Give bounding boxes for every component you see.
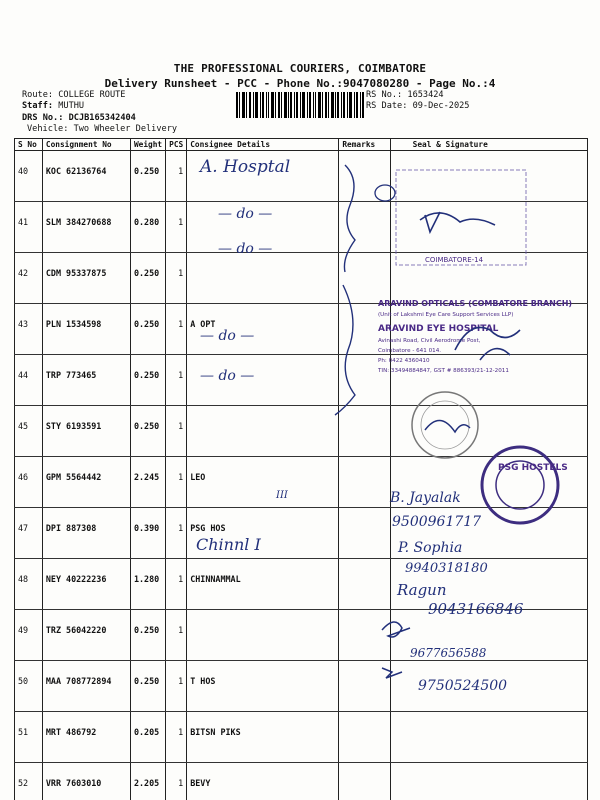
cell-weight: 0.250	[130, 661, 165, 712]
cell-consignment: STY 6193591	[42, 406, 130, 457]
cell-consignment: GPM 5564442	[42, 457, 130, 508]
cell-weight: 0.250	[130, 610, 165, 661]
cell-weight: 1.280	[130, 559, 165, 610]
col-header-sno: S No	[15, 139, 43, 151]
runsheet-table	[14, 138, 588, 800]
cell-signature	[390, 610, 587, 661]
cell-signature	[390, 508, 587, 559]
table-row	[15, 559, 588, 610]
stamp-psg-text: PSG HOSTELS	[498, 463, 568, 473]
stamp-aravind-line1: ARAVIND OPTICALS (COMBATORE BRANCH)	[378, 299, 573, 308]
cell-signature	[390, 712, 587, 763]
table-header-row	[15, 139, 588, 151]
cell-pcs: 1	[166, 661, 187, 712]
route-label: Route: COLLEGE ROUTE	[22, 90, 126, 100]
table-row	[15, 610, 588, 661]
col-header-signature: Seal & Signature	[390, 139, 587, 151]
cell-pcs: 1	[166, 355, 187, 406]
cell-remarks	[339, 712, 390, 763]
barcode-graphic	[236, 92, 364, 118]
cell-signature	[390, 559, 587, 610]
signature-name-row50: Ragun	[397, 581, 447, 599]
cell-signature	[390, 355, 587, 406]
handwritten-row44: — do —	[200, 328, 255, 344]
cell-pcs: 1	[166, 253, 187, 304]
cell-weight: 0.250	[130, 355, 165, 406]
cell-weight: 2.245	[130, 457, 165, 508]
cell-consignee	[187, 355, 339, 406]
staff-row	[22, 101, 84, 111]
cell-remarks	[339, 508, 390, 559]
cell-signature	[390, 406, 587, 457]
stamp-aravind-line6: Ph: 0422 4360410	[378, 358, 430, 364]
cell-consignee: BEVY	[187, 763, 339, 800]
table-row	[15, 712, 588, 763]
cell-pcs: 1	[166, 610, 187, 661]
stamp-aravind-line5: Coimbatore - 641 014.	[378, 348, 442, 354]
cell-sno: 42	[15, 253, 43, 304]
cell-consignee: CHINNAMMAL	[187, 559, 339, 610]
signature-phone-row52: 9750524500	[418, 678, 508, 694]
cell-remarks	[339, 763, 390, 800]
cell-remarks	[339, 253, 390, 304]
cell-pcs: 1	[166, 406, 187, 457]
col-header-remarks: Remarks	[339, 139, 390, 151]
signature-phone-row51: 9677656588	[410, 646, 487, 660]
cell-remarks	[339, 202, 390, 253]
cell-consignee	[187, 406, 339, 457]
runsheet-subtitle: Delivery Runsheet - PCC - Phone No.:9047080280 - Page No.:4	[104, 77, 496, 90]
table-row	[15, 253, 588, 304]
table-row	[15, 508, 588, 559]
table-row	[15, 355, 588, 406]
table-row	[15, 304, 588, 355]
cell-sno: 52	[15, 763, 43, 800]
signature-name-row49: P. Sophia	[398, 540, 463, 556]
cell-consignee	[187, 253, 339, 304]
cell-sno: 49	[15, 610, 43, 661]
signature-phone-row48: 9500961717	[392, 514, 482, 530]
col-header-consignment: Consignment No	[42, 139, 130, 151]
cell-remarks	[339, 304, 390, 355]
cell-consignee: A OPT	[187, 304, 339, 355]
table-row	[15, 202, 588, 253]
signature-name-row48: B. Jayalak	[390, 490, 461, 506]
cell-remarks	[339, 406, 390, 457]
cell-remarks	[339, 457, 390, 508]
cell-consignee: PSG HOS	[187, 508, 339, 559]
col-header-consignee: Consignee Details	[187, 139, 339, 151]
handwritten-row42: — do —	[218, 241, 273, 257]
cell-consignment: KOC 62136764	[42, 151, 130, 202]
cell-sno: 40	[15, 151, 43, 202]
stamp-top-city: COIMBATORE-14	[425, 256, 484, 264]
cell-signature	[390, 661, 587, 712]
cell-remarks	[339, 661, 390, 712]
cell-sno: 43	[15, 304, 43, 355]
cell-consignee	[187, 202, 339, 253]
cell-sno: 50	[15, 661, 43, 712]
cell-signature	[390, 151, 587, 202]
cell-consignment: CDM 95337875	[42, 253, 130, 304]
handwritten-row49: Chinnl I	[196, 535, 261, 554]
cell-sno: 48	[15, 559, 43, 610]
cell-remarks	[339, 151, 390, 202]
drs-row	[22, 113, 136, 123]
company-title: THE PROFESSIONAL COURIERS, COIMBATORE	[173, 62, 427, 75]
signature-phone-row50: 9043166846	[428, 600, 524, 618]
cell-sno: 46	[15, 457, 43, 508]
cell-signature	[390, 304, 587, 355]
table-row	[15, 151, 588, 202]
cell-pcs: 1	[166, 712, 187, 763]
cell-pcs: 1	[166, 763, 187, 800]
cell-pcs: 1	[166, 151, 187, 202]
table-row	[15, 661, 588, 712]
cell-consignment: TRP 773465	[42, 355, 130, 406]
cell-consignee: LEO	[187, 457, 339, 508]
cell-consignment: PLN 1534598	[42, 304, 130, 355]
cell-consignment: VRR 7603010	[42, 763, 130, 800]
handwritten-row40: A. Hosptal	[200, 157, 291, 177]
cell-sno: 47	[15, 508, 43, 559]
cell-pcs: 1	[166, 457, 187, 508]
cell-weight: 0.390	[130, 508, 165, 559]
cell-sno: 45	[15, 406, 43, 457]
table-row	[15, 763, 588, 800]
stamp-aravind-line2: (Unit of Lakshmi Eye Care Support Services LLP)	[378, 312, 514, 318]
cell-weight: 0.250	[130, 304, 165, 355]
cell-consignment: DPI 887308	[42, 508, 130, 559]
stamp-aravind-line4: Avinashi Road, Civil Aerodrome Post,	[378, 338, 481, 344]
col-header-weight: Weight	[130, 139, 165, 151]
cell-consignment: MRT 486792	[42, 712, 130, 763]
cell-sno: 44	[15, 355, 43, 406]
handwritten-row45: — do —	[200, 368, 255, 384]
cell-consignee	[187, 151, 339, 202]
table-row	[15, 406, 588, 457]
cell-signature	[390, 457, 587, 508]
cell-pcs: 1	[166, 508, 187, 559]
staff-value: MUTHU	[58, 101, 85, 111]
rs-date: RS Date: 09-Dec-2025	[366, 101, 470, 111]
cell-weight: 0.250	[130, 406, 165, 457]
rs-number: RS No.: 1653424	[366, 90, 444, 100]
cell-pcs: 1	[166, 202, 187, 253]
cell-consignee	[187, 610, 339, 661]
handwritten-row48: III	[276, 490, 288, 501]
stamp-aravind-line7: TIN: 33494884847, GST # 886393/21-12-2011	[378, 368, 509, 374]
cell-consignee: T HOS	[187, 661, 339, 712]
stamp-aravind-line3: ARAVIND EYE HOSPITAL	[378, 324, 499, 334]
cell-weight: 0.205	[130, 712, 165, 763]
cell-signature	[390, 202, 587, 253]
signature-phone-row49: 9940318180	[405, 561, 488, 576]
cell-weight: 0.250	[130, 151, 165, 202]
cell-remarks	[339, 559, 390, 610]
cell-consignee: BITSN PIKS	[187, 712, 339, 763]
drs-label: DRS No.:	[22, 113, 64, 123]
cell-weight: 0.280	[130, 202, 165, 253]
cell-consignment: NEY 40222236	[42, 559, 130, 610]
cell-signature	[390, 763, 587, 800]
cell-consignment: MAA 708772894	[42, 661, 130, 712]
staff-label: Staff:	[22, 101, 54, 111]
col-header-pcs: PCS	[166, 139, 187, 151]
table-row	[15, 457, 588, 508]
cell-pcs: 1	[166, 304, 187, 355]
cell-signature	[390, 253, 587, 304]
cell-consignment: SLM 384270688	[42, 202, 130, 253]
drs-value: DCJB165342404	[68, 113, 136, 123]
cell-pcs: 1	[166, 559, 187, 610]
cell-weight: 0.250	[130, 253, 165, 304]
cell-sno: 41	[15, 202, 43, 253]
handwritten-row41: — do —	[218, 206, 273, 222]
cell-weight: 2.205	[130, 763, 165, 800]
cell-consignment: TRZ 56042220	[42, 610, 130, 661]
vehicle-label: Vehicle: Two Wheeler Delivery	[27, 124, 178, 134]
cell-remarks	[339, 610, 390, 661]
cell-remarks	[339, 355, 390, 406]
cell-sno: 51	[15, 712, 43, 763]
